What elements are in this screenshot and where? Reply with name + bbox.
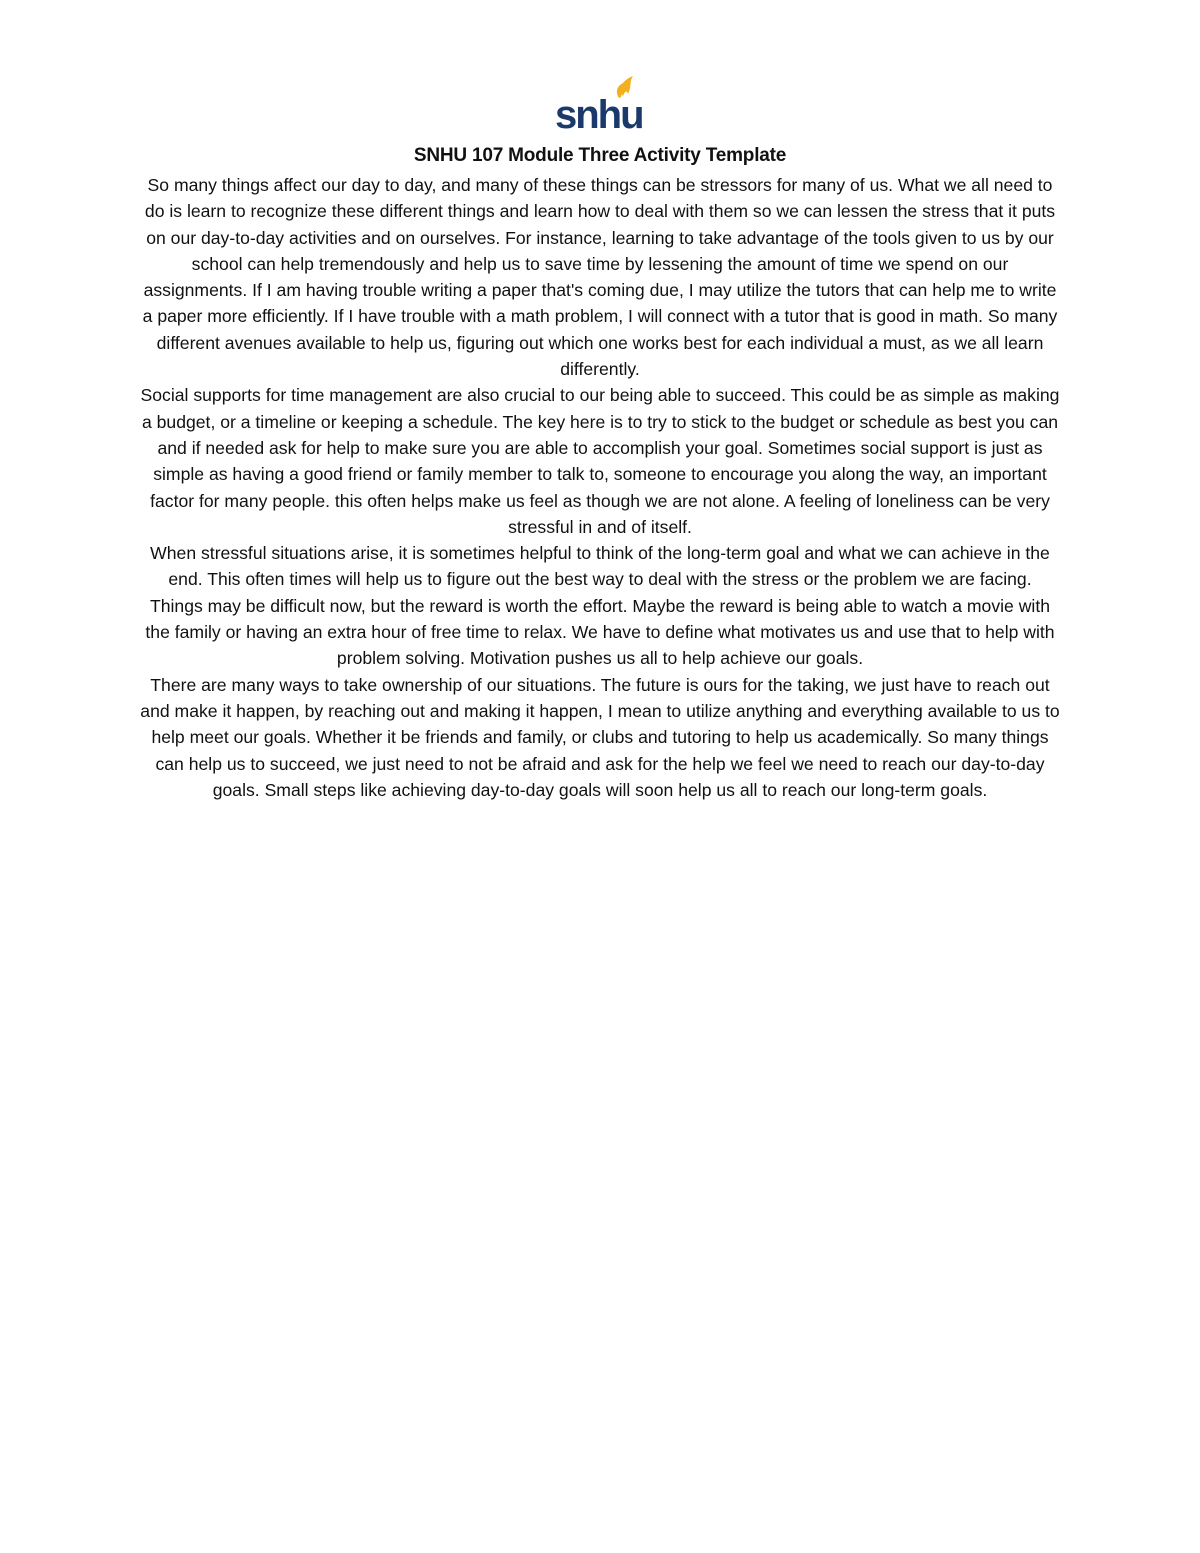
paragraph: So many things affect our day to day, and many of these things can be stressors for many of us. What we all need to do is learn to recognize these different things and learn how to deal with them so we can lessen the stress that it puts on our day-to-day activities and on ourselves. For instance, learning to take advantage of the tools given to us by our school can help tremendously and help us to save time by lessening the amount of time we spend on our assignments. If I am having trouble writing a paper that's coming due, I may utilize the tutors that can help me to write a paper more efficiently. If I have trouble with a math problem, I will connect with a tutor that is good in math. So many different avenues available to help us, figuring out which one works best for each individual a must, as we all learn differently.: [142, 175, 1058, 380]
paragraph: There are many ways to take ownership of our situations. The future is ours for the taking, we just have to reach out and make it happen, by reaching out and making it happen, I mean to utilize anything and everything available to us to help meet our goals. Whether it be friends and family, or clubs and tutoring to help us academically. So many things can help us to succeed, we just need to not be afraid and ask for the help we feel we need to reach our day-to-day goals. Small steps like achieving day-to-day goals will soon help us all to reach our long-term goals.: [140, 674, 1060, 800]
paragraph: Social supports for time management are also crucial to our being able to succeed. This could be as simple as making a budget, or a timeline or keeping a schedule. The key here is to try to stick to the budget or schedule as best you can and if needed ask for help to make sure you are able to accomplish your goal. Sometimes social support is just as simple as having a good friend or family member to talk to, someone to encourage you along the way, an important factor for many people. this often helps make us feel as though we are not alone. A feeling of loneliness can be very stressful in and of itself.: [140, 385, 1060, 537]
logo-wordmark: snhu: [555, 93, 643, 136]
paragraph: When stressful situations arise, it is sometimes helpful to think of the long-term goal and what we can achieve in the end. This often times will help us to figure out the best way to deal with the stress or the problem we are facing. Things may be difficult now, but the reward is worth the effort. Maybe the reward is being able to watch a movie with the family or having an extra hour of free time to relax. We have to define what motivates us and use that to help with problem solving. Motivation pushes us all to help achieve our goals.: [145, 543, 1055, 669]
document-title: SNHU 107 Module Three Activity Template: [413, 145, 787, 166]
document-body: [140, 172, 1060, 803]
snhu-logo: [553, 72, 643, 136]
